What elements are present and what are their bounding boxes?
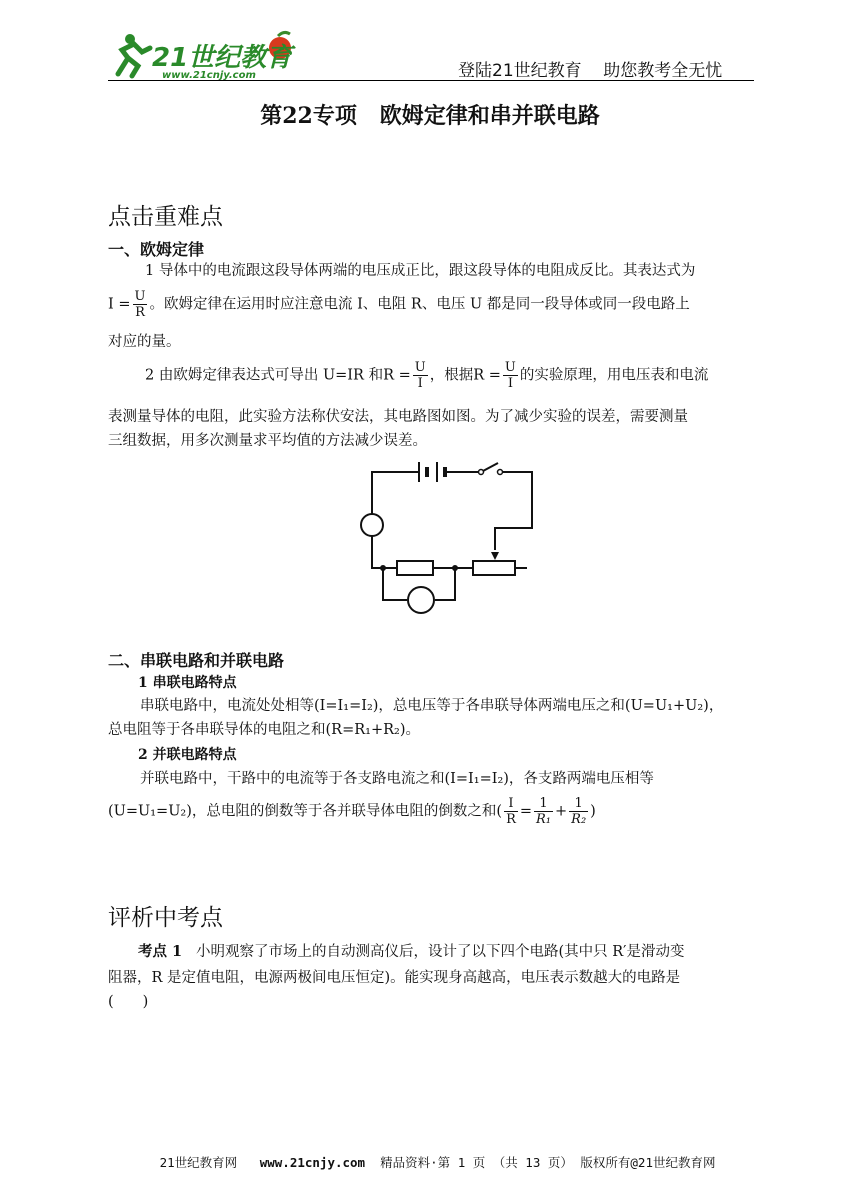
junction-dot [452, 565, 458, 571]
paragraph-line: 总电阻等于各串联导体的电阻之和(R=R₁+R₂)。 [108, 722, 420, 738]
question-line: 考点 1 小明观察了市场上的自动测高仪后，设计了以下四个电路(其中只 R′是滑动变 [138, 943, 685, 960]
parallel-heading: 2 并联电路特点 [138, 747, 237, 763]
footer-page-info: 精品资料·第 1 页 （共 13 页） 版权所有@21世纪教育网 [380, 1155, 716, 1170]
paragraph-line: 对应的量。 [108, 334, 181, 350]
footer-url[interactable]: www.21cnjy.com [259, 1155, 366, 1170]
slider-arrow-icon [491, 552, 499, 560]
header-divider [108, 80, 754, 81]
formula-lhs: I = [108, 296, 131, 313]
fraction-u-over-i: $\frac{U}{I}$ [414, 360, 426, 391]
runner-icon [118, 34, 150, 76]
footer-site: 21世纪教育网 [159, 1155, 238, 1170]
paragraph-line: I = $\frac{U}{R}$ 。欧姆定律在运用时应注意电流 I、电阻 R、电压 U 都是同一段导体或同一段电路上 [108, 289, 690, 320]
resistor-rx [397, 561, 433, 575]
circuit-diagram [355, 460, 545, 620]
page-footer [0, 1138, 860, 1171]
question-line: ( ) [108, 994, 149, 1010]
paragraph-line: (U=U₁=U₂)，总电阻的倒数等于各并联导体电阻的倒数之和( $\frac{I}{R}$ = $\frac{1}{\text{R₁}}$ + $\frac{1}{\text{R₂}}$ ) [108, 796, 596, 827]
paragraph-line: 三组数据，用多次测量求平均值的方法减少误差。 [108, 433, 427, 449]
fraction: $\frac{I}{R}$ [506, 796, 516, 827]
page-title: 第22专项 欧姆定律和串并联电路 [260, 103, 600, 129]
fraction: $\frac{1}{\text{R₁}}$ [536, 796, 552, 827]
paragraph-line: 并联电路中，干路中的电流等于各支路电流之和(I=I₁=I₂)，各支路两端电压相等 [140, 771, 654, 787]
logo [108, 30, 308, 82]
rheostat-r0 [473, 561, 515, 575]
header-slogan: 登陆21世纪教育 助您教考全无忧 [458, 61, 723, 81]
question-label: 考点 1 [138, 943, 183, 960]
fraction: $\frac{1}{\text{R₂}}$ [571, 796, 587, 827]
subheading-series-parallel: 二、串联电路和并联电路 [108, 651, 285, 670]
series-heading: 1 串联电路特点 [138, 675, 237, 691]
paragraph-line: 2 由欧姆定律表达式可导出 U=IR 和R = $\frac{U}{I}$ ，根据R = $\frac{U}{I}$ 的实验原理，用电压表和电流 [145, 360, 709, 391]
paragraph-line: 串联电路中，电流处处相等(I=I₁=I₂)，总电压等于各串联导体两端电压之和(U=U₁+U₂)， [140, 698, 724, 714]
paragraph-line: 表测量导体的电阻，此实验方法称伏安法，其电路图如图。为了减少实验的误差，需要测量 [108, 409, 688, 425]
ammeter-icon [361, 514, 383, 536]
switch-icon [479, 463, 503, 475]
fraction-u-over-r: $\frac{U}{R}$ [134, 289, 146, 320]
logo-text: 21世纪教育 [152, 43, 293, 73]
paragraph-line: 1 导体中的电流跟这段导体两端的电压成正比，跟这段导体的电阻成反比。其表达式为 [145, 263, 696, 279]
subheading-ohms-law: 一、欧姆定律 [108, 240, 205, 259]
section-heading-2: 评析中考点 [108, 905, 223, 931]
section-heading-1: 点击重难点 [108, 204, 223, 230]
logo-url: www.21cnjy.com [162, 70, 256, 81]
battery-icon [419, 462, 445, 482]
voltmeter-icon [408, 587, 434, 613]
question-line: 阻器，R 是定值电阻，电源两极间电压恒定)。能实现身高越高，电压表示数越大的电路是 [108, 970, 681, 986]
fraction-u-over-i: $\frac{U}{I}$ [504, 360, 516, 391]
